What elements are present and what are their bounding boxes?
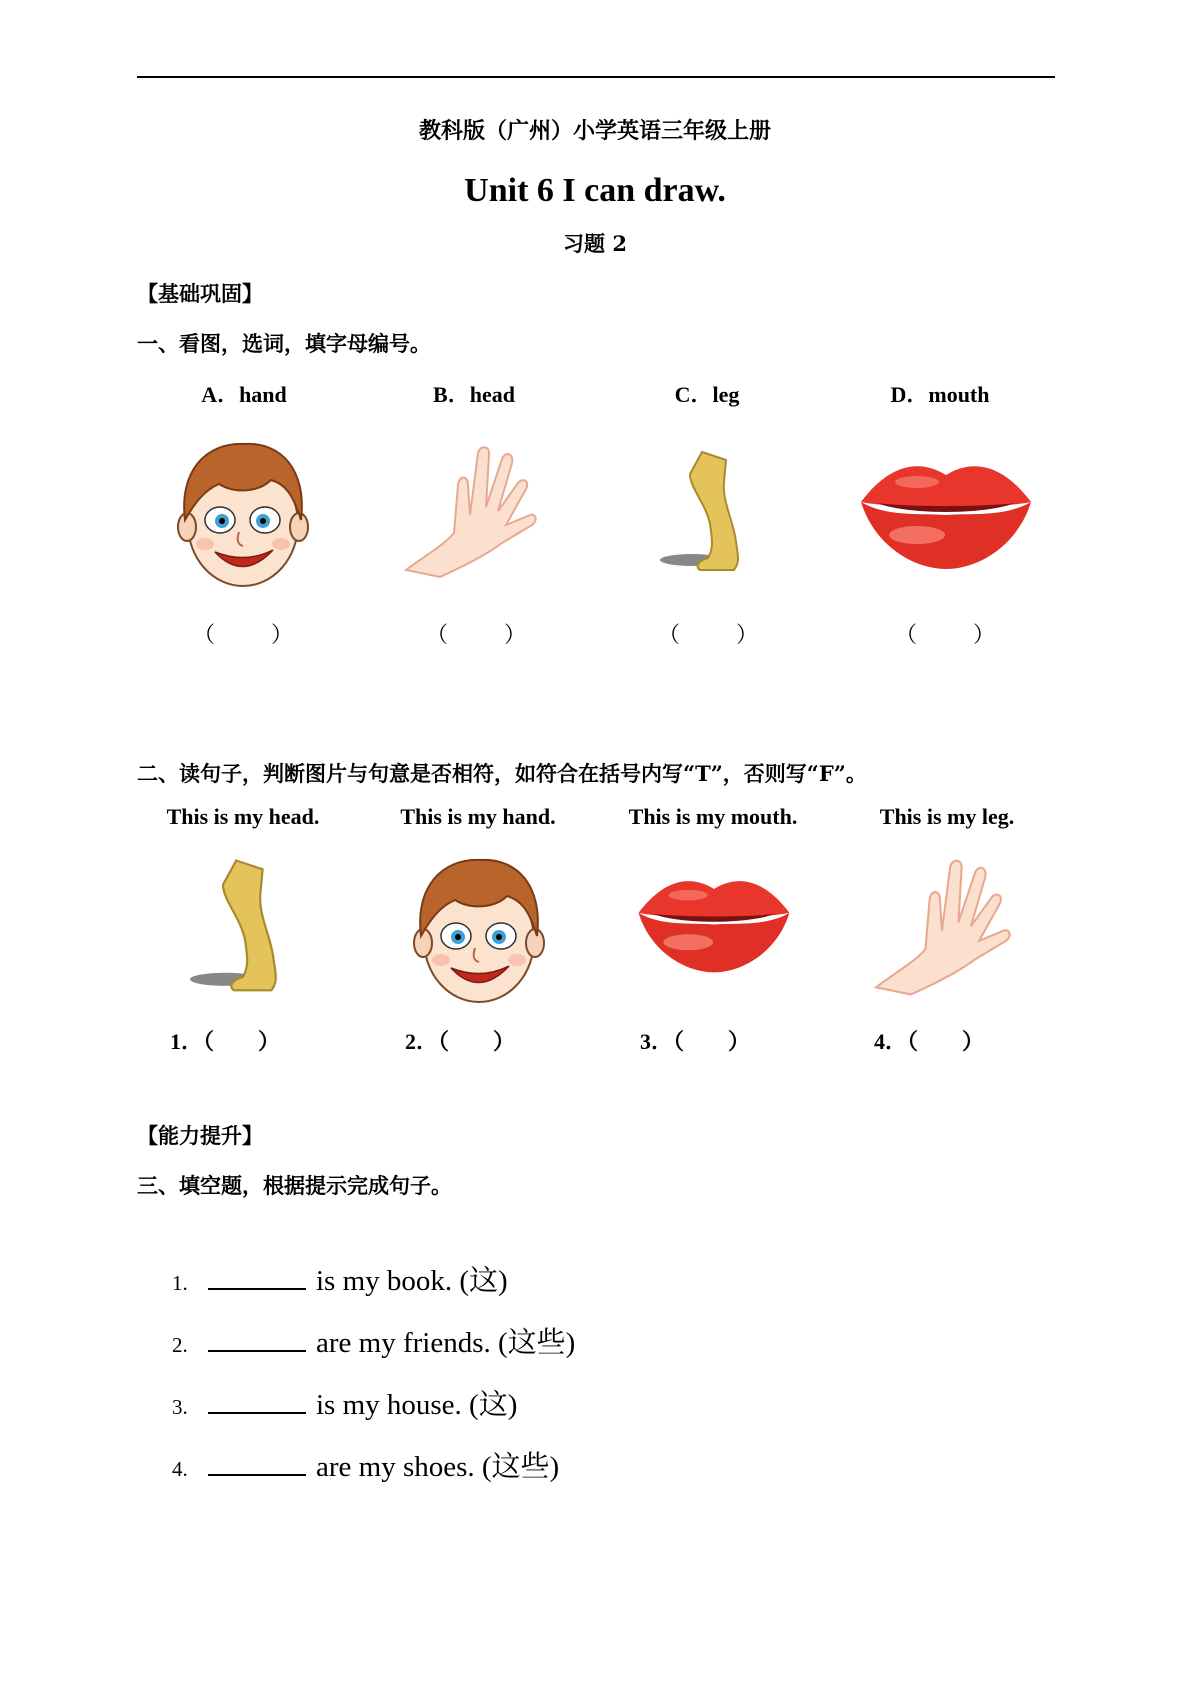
unit-title: Unit 6 I can draw. (464, 172, 726, 209)
q2-answer-3[interactable]: 3．（ ） (640, 1029, 751, 1054)
q3-item-1 (172, 1258, 508, 1299)
hand-picture (876, 856, 1010, 1000)
q3-item-text: are my friends. (这些) (316, 1327, 576, 1359)
q2-sentence-4: This is my leg. (879, 804, 1015, 829)
q3-item-3 (172, 1382, 517, 1423)
q1-answer-c[interactable]: （ ） (658, 623, 758, 648)
q3-item-number: 2. (172, 1333, 188, 1357)
q2-instruction: 二、读句子，判断图片与句意是否相符，如符合在括号内写“T”，否则写“F”。 (137, 761, 867, 786)
q2-sentence-3: This is my mouth. (628, 804, 798, 829)
q3-item-text: is my book. (这) (316, 1265, 508, 1297)
q2-answer-4[interactable]: 4．（ ） (874, 1029, 985, 1054)
q3-instruction: 三、填空题，根据提示完成句子。 (137, 1173, 452, 1198)
q3-item-text: are my shoes. (这些) (316, 1451, 560, 1483)
mouth-picture (857, 457, 1035, 572)
q1-answer-d[interactable]: （ ） (895, 623, 995, 648)
q3-item-number: 1. (172, 1271, 188, 1295)
q2-sentence-1: This is my head. (166, 804, 320, 829)
q3-item-number: 3. (172, 1395, 188, 1419)
book-title: 教科版（广州）小学英语三年级上册 (418, 118, 771, 144)
q3-item-4 (172, 1444, 559, 1485)
q2-answer-1[interactable]: 1．（ ） (170, 1029, 281, 1054)
q1-answer-b[interactable]: （ ） (426, 623, 526, 648)
q1-option-c: C．leg (674, 382, 740, 407)
q2-answer-2[interactable]: 2．（ ） (405, 1029, 516, 1054)
head-picture (411, 848, 547, 1006)
top-rule (137, 76, 1055, 78)
q3-blank-2[interactable] (208, 1326, 306, 1352)
q3-item-number: 4. (172, 1457, 188, 1481)
section-ability: 【能力提升】 (137, 1123, 263, 1148)
head-picture (175, 432, 311, 590)
q1-instruction: 一、看图，选词，填字母编号。 (137, 331, 431, 356)
q3-item-2 (172, 1320, 575, 1361)
section-basic: 【基础巩固】 (137, 281, 263, 306)
q3-blank-4[interactable] (208, 1450, 306, 1476)
mouth-picture (635, 872, 793, 976)
q1-option-d: D．mouth (890, 382, 990, 407)
leg-picture (190, 858, 300, 1006)
q1-option-b: B．head (433, 382, 515, 407)
q1-answer-a[interactable]: （ ） (193, 623, 293, 648)
q3-blank-1[interactable] (208, 1264, 306, 1290)
q1-option-a: A．hand (201, 382, 287, 407)
exercise-label: 习题 2 (563, 231, 627, 256)
q3-item-text: is my house. (这) (316, 1389, 518, 1421)
leg-picture (660, 452, 760, 582)
hand-picture (406, 445, 536, 580)
q3-blank-3[interactable] (208, 1388, 306, 1414)
q2-sentence-2: This is my hand. (400, 804, 556, 829)
